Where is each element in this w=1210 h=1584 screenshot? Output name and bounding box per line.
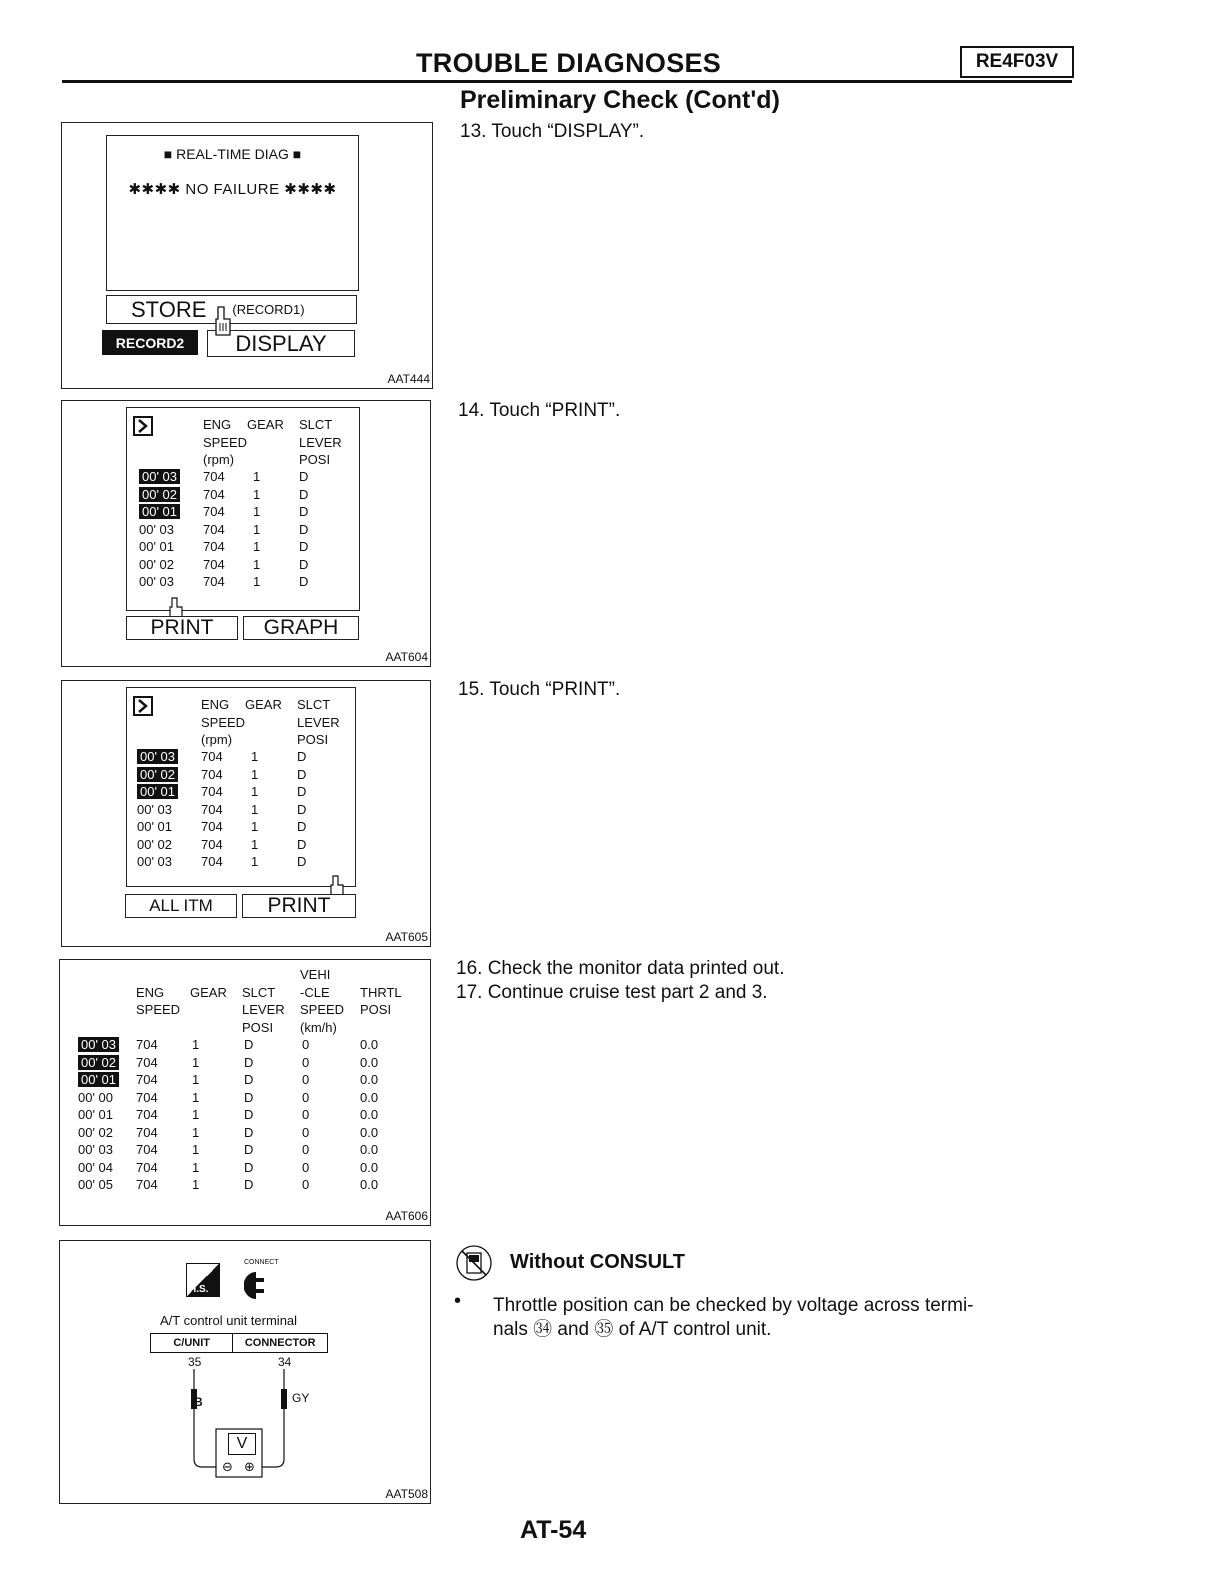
header-line [136, 1001, 410, 1019]
table-cell: 0 [302, 1037, 310, 1052]
table-cell: D [244, 1142, 254, 1157]
column-header: (rpm) [203, 452, 235, 467]
table-cell: 0.0 [360, 1159, 379, 1175]
highlighted-time: 00' 02 [78, 1055, 119, 1070]
record1-label: (RECORD1) [232, 302, 305, 317]
table-cell: 0.0 [360, 1142, 379, 1157]
step-16: 16. Check the monitor data printed out. [456, 958, 785, 979]
table-cell: 704 [136, 1124, 158, 1140]
pointing-hand-icon [212, 305, 234, 339]
highlighted-time: 00' 01 [78, 1072, 119, 1087]
table-row [78, 1176, 400, 1194]
table-row [139, 573, 339, 591]
column-header: ENG [201, 697, 230, 712]
table-cell: D [299, 539, 309, 554]
data-screen [126, 687, 356, 887]
figure-aat508 [59, 1240, 431, 1504]
time-cell: 00' 02 [137, 836, 173, 852]
column-header [360, 966, 410, 984]
time-cell [137, 783, 201, 801]
time-cell: 00' 03 [137, 854, 173, 869]
column-header: SPEED [136, 1002, 181, 1017]
table-cell: D [299, 556, 309, 572]
column-header: GEAR [245, 697, 282, 712]
table-cell: 1 [192, 1107, 200, 1122]
table-cell: 1 [251, 784, 259, 799]
column-header: (rpm) [201, 732, 233, 747]
table-row [78, 1124, 400, 1142]
table-cell: 0.0 [360, 1177, 379, 1192]
table-cell: 1 [192, 1124, 200, 1140]
table-cell: D [297, 801, 307, 817]
table-cell: 704 [203, 574, 225, 589]
highlighted-time: 00' 02 [139, 487, 180, 502]
terminal-label: A/T control unit terminal [160, 1313, 298, 1328]
table-cell: 0.0 [360, 1107, 379, 1122]
table-cell: 704 [136, 1177, 158, 1192]
time-cell [139, 486, 203, 504]
display-button[interactable]: DISPLAY [207, 330, 355, 357]
time-cell: 00' 05 [78, 1177, 114, 1192]
connector-box [150, 1333, 328, 1353]
highlighted-time: 00' 03 [139, 469, 180, 484]
consult-text-line1: Throttle position can be checked by voltage across termi- [493, 1295, 974, 1316]
realtime-diag-title: ■ REAL-TIME DIAG ■ [163, 146, 302, 162]
table-cell: 704 [203, 469, 225, 484]
table-row [139, 486, 339, 504]
table-row [78, 1036, 400, 1054]
table-row [137, 801, 337, 819]
table-row [137, 783, 337, 801]
data-screen [126, 407, 360, 611]
figure-code: AAT444 [387, 372, 430, 386]
column-header [245, 731, 297, 749]
voltmeter-circuit [180, 1369, 300, 1479]
column-header [360, 1019, 410, 1037]
table-row [78, 1141, 400, 1159]
column-header: POSI [297, 732, 329, 747]
column-header: GEAR [247, 417, 284, 432]
table-cell: 704 [201, 801, 223, 817]
figure-aat604 [61, 400, 431, 667]
step-14: 14. Touch “PRINT”. [458, 400, 621, 421]
column-header: POSI [360, 1002, 392, 1017]
pin-35-label: 35 [188, 1355, 202, 1369]
bullet-icon: • [454, 1290, 462, 1312]
table-cell: 0.0 [360, 1089, 379, 1105]
table-cell: 704 [201, 766, 223, 782]
wire-b-label: B [194, 1395, 203, 1409]
table-cell: 704 [201, 784, 223, 799]
table-cell: 1 [253, 539, 261, 554]
column-header: LEVER [299, 434, 342, 450]
table-cell: 1 [192, 1177, 200, 1192]
column-header: POSI [242, 1019, 274, 1035]
table-row [78, 1159, 400, 1177]
cunit-label: C/UNIT [151, 1334, 233, 1352]
table-cell: 0 [302, 1159, 310, 1175]
column-header [136, 966, 190, 984]
highlighted-time: 00' 03 [78, 1037, 119, 1052]
table-row [78, 1089, 400, 1107]
table-row [137, 748, 337, 766]
highlighted-time: 00' 01 [137, 784, 178, 799]
highlighted-time: 00' 03 [137, 749, 178, 764]
highlighted-time: 00' 01 [139, 504, 180, 519]
table-cell: D [297, 749, 307, 764]
header-line [203, 416, 349, 434]
figure-code: AAT604 [385, 650, 428, 664]
table-cell: 704 [201, 749, 223, 764]
column-header: ENG [136, 984, 165, 1000]
table-cell: 1 [251, 819, 259, 834]
table-cell: 1 [253, 486, 261, 502]
table-cell: 704 [203, 539, 225, 554]
page-header-title: TROUBLE DIAGNOSES [416, 48, 722, 78]
table-cell: D [244, 1037, 254, 1052]
table-cell: D [244, 1072, 254, 1087]
time-cell [139, 468, 203, 486]
table-header [136, 966, 410, 1036]
header-line [203, 434, 349, 452]
time-cell [137, 766, 201, 784]
section-subtitle: Preliminary Check (Cont'd) [460, 86, 780, 114]
table-cell: 704 [201, 854, 223, 869]
column-header: SPEED [300, 1002, 345, 1017]
table-cell: 1 [192, 1159, 200, 1175]
table-cell: 1 [251, 854, 259, 869]
table-header [201, 696, 347, 749]
arrow-box-icon [133, 416, 153, 436]
table-row [137, 836, 337, 854]
table-cell: D [244, 1089, 254, 1105]
table-cell: 1 [253, 469, 261, 484]
table-cell: 704 [136, 1142, 158, 1157]
step-15: 15. Touch “PRINT”. [458, 679, 621, 700]
header-line [201, 696, 347, 714]
table-cell: 1 [253, 556, 261, 572]
data-table [139, 468, 339, 591]
table-row [137, 818, 337, 836]
table-cell: 0 [302, 1089, 310, 1105]
arrow-box-icon [133, 696, 153, 716]
time-cell [78, 1071, 136, 1089]
time-cell: 00' 02 [78, 1124, 114, 1140]
table-cell: 0 [302, 1142, 310, 1157]
column-header: -CLE [300, 984, 330, 1000]
figure-code: AAT606 [385, 1209, 428, 1223]
figure-aat606 [59, 959, 431, 1226]
table-cell: 704 [203, 521, 225, 537]
column-header: SLCT [299, 417, 333, 432]
consult-text-line2: nals ㉞ and ㉟ of A/T control unit. [493, 1319, 772, 1340]
highlighted-time: 00' 02 [137, 767, 178, 782]
column-header [247, 451, 299, 469]
table-cell: 0 [302, 1054, 310, 1070]
table-cell: D [297, 854, 307, 869]
no-consult-icon [455, 1244, 493, 1282]
no-failure-status: ✱✱✱✱ NO FAILURE ✱✱✱✱ [128, 181, 337, 198]
table-cell: D [244, 1177, 254, 1192]
time-cell [78, 1054, 136, 1072]
figure-code: AAT605 [385, 930, 428, 944]
time-cell: 00' 01 [139, 539, 175, 554]
column-header: LEVER [242, 1002, 285, 1017]
table-cell: 704 [136, 1072, 158, 1087]
table-cell: 1 [192, 1037, 200, 1052]
step-13: 13. Touch “DISPLAY”. [460, 121, 645, 142]
table-cell: 1 [251, 766, 259, 782]
header-line [203, 451, 349, 469]
all-itm-button[interactable]: ALL ITM [125, 894, 237, 918]
time-cell [137, 748, 201, 766]
without-consult-heading: Without CONSULT [510, 1251, 685, 1273]
table-cell: D [299, 504, 309, 519]
connect-label: CONNECT [244, 1259, 279, 1266]
table-cell: 0 [302, 1177, 310, 1192]
table-cell: 704 [201, 836, 223, 852]
time-cell: 00' 02 [139, 556, 175, 572]
minus-terminal-icon: ⊖ [222, 1459, 233, 1474]
table-header [203, 416, 349, 469]
column-header: SPEED [201, 714, 246, 730]
time-cell: 00' 01 [137, 819, 173, 834]
column-header [245, 714, 297, 732]
figure-aat444 [61, 122, 433, 389]
table-cell: D [299, 469, 309, 484]
column-header: SPEED [203, 434, 248, 450]
column-header [247, 434, 299, 452]
table-row [78, 1054, 400, 1072]
table-cell: 704 [201, 819, 223, 834]
header-line [136, 984, 410, 1002]
diag-screen [106, 135, 359, 291]
header-line [201, 731, 347, 749]
column-header: SLCT [297, 697, 331, 712]
column-header: THRTL [360, 984, 402, 1000]
table-cell: D [244, 1054, 254, 1070]
column-header [136, 1019, 190, 1037]
header-line [201, 714, 347, 732]
page-number: AT-54 [520, 1516, 587, 1544]
table-cell: 704 [136, 1089, 158, 1105]
connector-label: CONNECTOR [244, 1337, 316, 1349]
header-rule [62, 80, 1072, 83]
time-cell: 00' 03 [78, 1142, 114, 1157]
column-header [190, 966, 242, 984]
table-row [139, 538, 339, 556]
table-row [137, 766, 337, 784]
table-cell: D [299, 486, 309, 502]
table-cell: 0.0 [360, 1037, 379, 1052]
plus-terminal-icon: ⊕ [244, 1459, 255, 1474]
hs-label: H.S. [189, 1284, 209, 1295]
column-header [190, 1019, 242, 1037]
table-row [78, 1071, 400, 1089]
table-cell: D [299, 574, 309, 589]
table-cell: 1 [192, 1072, 200, 1087]
time-cell: 00' 03 [139, 574, 175, 589]
column-header: SLCT [242, 984, 276, 1000]
table-cell: D [297, 836, 307, 852]
column-header: POSI [299, 452, 331, 467]
table-cell: D [244, 1124, 254, 1140]
table-cell: 1 [253, 521, 261, 537]
table-cell: 704 [203, 486, 225, 502]
table-cell: 0 [302, 1124, 310, 1140]
table-cell: 704 [136, 1107, 158, 1122]
time-cell [78, 1036, 136, 1054]
table-cell: 704 [136, 1037, 158, 1052]
pin-34-label: 34 [278, 1355, 292, 1369]
step-17: 17. Continue cruise test part 2 and 3. [456, 982, 768, 1003]
voltmeter-icon: V [228, 1433, 256, 1455]
model-code-badge: RE4F03V [960, 46, 1074, 78]
table-row [139, 503, 339, 521]
table-cell: D [244, 1159, 254, 1175]
table-row [139, 468, 339, 486]
table-cell: 1 [253, 504, 261, 519]
column-header: ENG [203, 417, 232, 432]
record2-button[interactable]: RECORD2 [102, 330, 198, 355]
time-cell [139, 503, 203, 521]
table-cell: D [297, 819, 307, 834]
header-line [136, 966, 410, 984]
header-line [136, 1019, 410, 1037]
column-header [190, 1001, 242, 1019]
data-table [78, 1036, 400, 1194]
table-row [78, 1106, 400, 1124]
time-cell: 00' 04 [78, 1159, 114, 1175]
table-row [139, 521, 339, 539]
column-header: VEHI [300, 967, 331, 982]
table-cell: 1 [251, 836, 259, 852]
table-cell: 1 [253, 574, 261, 589]
table-cell: D [299, 521, 309, 537]
table-cell: 0 [302, 1107, 310, 1122]
table-cell: 1 [192, 1142, 200, 1157]
table-cell: 704 [203, 504, 225, 519]
time-cell: 00' 03 [137, 801, 173, 817]
table-cell: D [244, 1107, 254, 1122]
wire-gy-label: GY [292, 1391, 310, 1405]
table-row [137, 853, 337, 871]
table-cell: 1 [251, 749, 259, 764]
table-cell: 704 [136, 1054, 158, 1070]
column-header: (km/h) [300, 1019, 337, 1035]
table-cell: D [297, 766, 307, 782]
table-cell: D [297, 784, 307, 799]
table-cell: 1 [192, 1089, 200, 1105]
column-header: GEAR [190, 984, 227, 1000]
data-table [137, 748, 337, 871]
table-cell: 1 [192, 1054, 200, 1070]
print-button[interactable]: PRINT [242, 894, 356, 918]
time-cell: 00' 00 [78, 1089, 114, 1105]
table-cell: 704 [136, 1159, 158, 1175]
table-cell: 1 [251, 801, 259, 817]
time-cell: 00' 01 [78, 1107, 114, 1122]
table-cell: 0.0 [360, 1072, 379, 1087]
table-cell: 0.0 [360, 1054, 379, 1070]
graph-button[interactable]: GRAPH [243, 616, 359, 640]
table-cell: 0.0 [360, 1124, 379, 1140]
print-button[interactable]: PRINT [126, 616, 238, 640]
column-header: LEVER [297, 714, 340, 730]
figure-code: AAT508 [385, 1487, 428, 1501]
connector-plug-icon [244, 1271, 270, 1301]
table-cell: 0 [302, 1072, 310, 1087]
store-label: STORE [131, 296, 207, 322]
table-row [139, 556, 339, 574]
time-cell: 00' 03 [139, 521, 175, 537]
column-header [242, 966, 300, 984]
hand-tester-icon [186, 1263, 220, 1297]
figure-aat605 [61, 680, 431, 947]
table-cell: 704 [203, 556, 225, 572]
